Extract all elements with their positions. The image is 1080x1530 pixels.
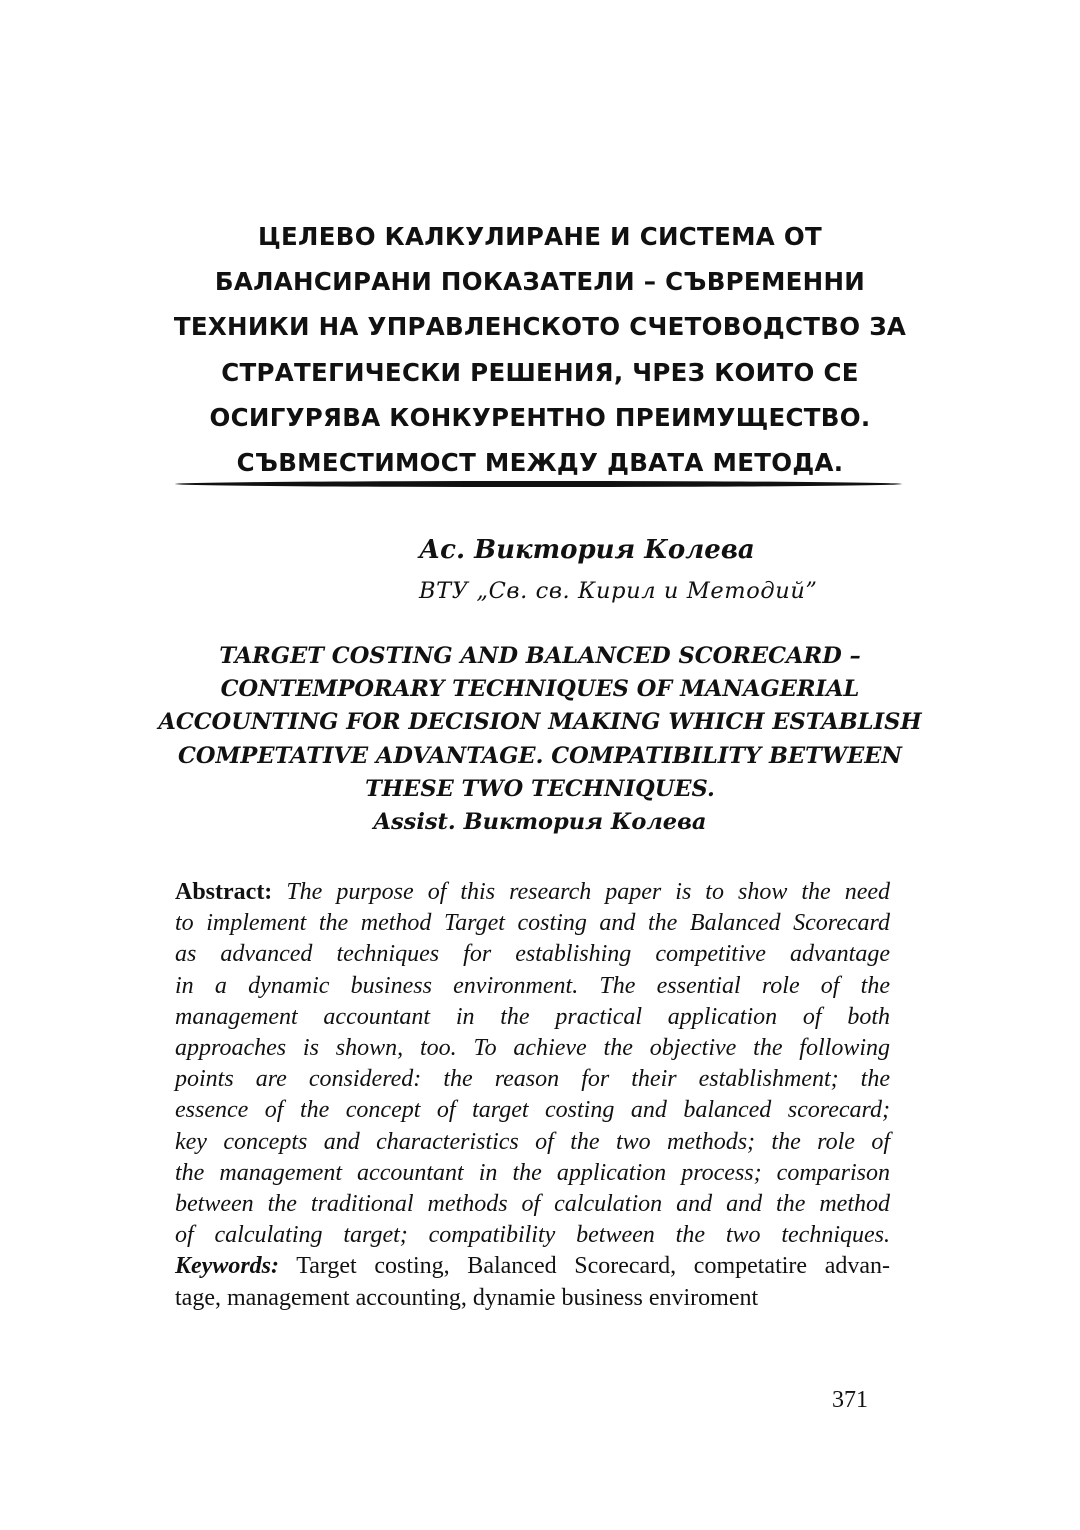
title-divider — [175, 481, 902, 487]
abstract-line: of calculating target; compatibility between the two techniques. — [175, 1222, 890, 1249]
abstract — [175, 877, 890, 1314]
title-bg-line: ЦЕЛЕВО КАЛКУЛИРАНЕ И СИСТЕМА ОТ — [257, 222, 823, 251]
keywords-line — [175, 1251, 890, 1282]
title-en-line: ACCOUNTING FOR DECISION MAKING WHICH ESTABLISH — [158, 709, 922, 736]
title-en-line: COMPETATIVE ADVANTAGE. COMPATIBILITY BETWEEN — [178, 742, 902, 769]
abstract-line: to implement the method Target costing and the Balanced Scorecard — [175, 910, 890, 937]
abstract-line: management accountant in the practical application of both — [175, 1003, 890, 1030]
keywords-line: tage, management accounting, dynamie business enviroment — [175, 1284, 759, 1311]
author-affiliation: ВТУ „Св. св. Кирил и Методий” — [419, 578, 818, 604]
title-bg-line: ОСИГУРЯВА КОНКУРЕНТНО ПРЕИМУЩЕСТВО. — [209, 402, 871, 432]
abstract-line — [175, 877, 890, 908]
abstract-line: approaches is shown, too. To achieve the objective the following — [175, 1035, 890, 1062]
abstract-label: Abstract: — [175, 879, 273, 905]
title-en-line: CONTEMPORARY TECHNIQUES OF MANAGERIAL — [220, 676, 860, 703]
abstract-line: the management accountant in the application process; comparison — [175, 1159, 890, 1186]
title-bg-line: БАЛАНСИРАНИ ПОКАЗАТЕЛИ – СЪВРЕМЕННИ — [214, 267, 866, 297]
keywords-label: Keywords: — [175, 1253, 279, 1280]
title-english — [100, 640, 980, 839]
title-en-line: THESE TWO TECHNIQUES. — [365, 775, 715, 802]
title-bg-line: ТЕХНИКИ НА УПРАВЛЕНСКОТО СЧЕТОВОДСТВО ЗА — [173, 312, 907, 342]
abstract-line: between the traditional methods of calculation and and the method — [175, 1191, 890, 1218]
keywords-text: Target costing, Balanced Scorecard, competatire advan- — [296, 1253, 890, 1280]
abstract-line: as advanced techniques for establishing competitive advantage — [175, 941, 890, 968]
abstract-line: essence of the concept of target costing and balanced scorecard; — [175, 1097, 890, 1124]
author-name: Ас. Виктория Колева — [419, 535, 755, 565]
abstract-line: in a dynamic business environment. The essential role of the — [175, 972, 890, 999]
page-number: 371 — [832, 1387, 868, 1413]
abstract-line: points are considered: the reason for their establishment; the — [175, 1066, 890, 1093]
title-bulgarian — [100, 214, 980, 485]
abstract-text: The purpose of this research paper is to show the need — [286, 879, 890, 905]
abstract-line: key concepts and characteristics of the two methods; the role of — [175, 1128, 890, 1155]
title-bg-line: СТРАТЕГИЧЕСКИ РЕШЕНИЯ, ЧРЕЗ КОИТО СЕ — [221, 357, 859, 387]
title-bg-line: СЪВМЕСТИМОСТ МЕЖДУ ДВАТА МЕТОДА. — [236, 448, 844, 478]
title-en-author-line: Assist. Виктория Колева — [373, 809, 707, 836]
title-en-line: TARGET COSTING AND BALANCED SCORECARD – — [219, 643, 861, 669]
